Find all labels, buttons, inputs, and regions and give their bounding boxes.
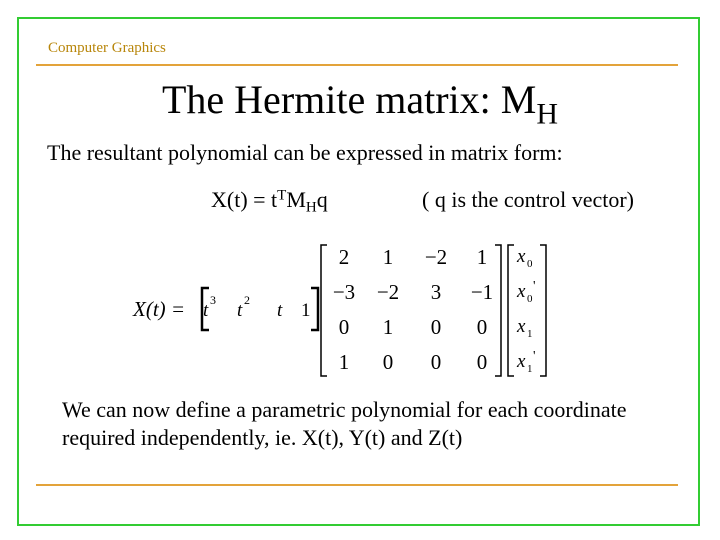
control-vector-subscript: 0 [527, 258, 533, 270]
top-divider [36, 64, 678, 66]
matrix-cell: −2 [376, 280, 400, 304]
matrix-cell: −1 [470, 280, 494, 304]
matrix-cell: 3 [430, 280, 442, 304]
row-vector-term: t [277, 300, 283, 321]
hermite-equation [125, 233, 555, 383]
bottom-divider [36, 484, 678, 486]
vector-right-bracket [540, 245, 546, 376]
title-text: The Hermite matrix: M [161, 77, 537, 122]
row-vector-term: t [203, 300, 209, 321]
control-vector-prime: ' [533, 349, 536, 364]
matrix-cell: 2 [338, 245, 350, 269]
matrix-formula [211, 187, 328, 217]
formula-subscript: H [305, 199, 317, 216]
matrix-cell: 0 [476, 315, 488, 339]
equation-lhs: X(t) = [133, 297, 186, 321]
control-vector-term: x [517, 351, 526, 372]
intro-text: The resultant polynomial can be expressed in matrix form: [47, 140, 563, 165]
course-header: Computer Graphics [48, 40, 166, 56]
title-subscript: H [536, 97, 558, 131]
matrix-cell: 0 [476, 350, 488, 374]
control-vector-subscript: 1 [527, 363, 533, 375]
row-vector-exponent: 2 [244, 293, 250, 307]
matrix-cell: −2 [424, 245, 448, 269]
row-vector-term: t [237, 300, 243, 321]
matrix-cell: 1 [338, 350, 350, 374]
matrix-cell: 0 [430, 315, 442, 339]
control-vector-note: ( q is the control vector) [422, 187, 634, 212]
control-vector-term: x [517, 281, 526, 302]
row-vector-right-bracket [311, 288, 318, 330]
formula-part-b: M [286, 187, 306, 212]
matrix-cell: 1 [382, 245, 394, 269]
matrix-cell: 0 [430, 350, 442, 374]
formula-part-a: X(t) = t [211, 187, 278, 212]
vector-left-bracket [508, 245, 514, 376]
matrix-cell: 1 [476, 245, 488, 269]
matrix-left-bracket [321, 245, 327, 376]
matrix-cell: 0 [338, 315, 350, 339]
formula-part-c: q [316, 187, 328, 212]
control-vector-prime: ' [533, 279, 536, 294]
control-vector-subscript: 0 [527, 293, 533, 305]
matrix-cell: 1 [382, 315, 394, 339]
matrix-cell: −3 [332, 280, 356, 304]
row-vector-term: 1 [301, 300, 311, 321]
conclusion-text: We can now define a parametric polynomial for each coordinate required independently, ie. X(t), Y(t) and Z(t) [62, 397, 627, 450]
formula-superscript: T [277, 187, 287, 204]
matrix-cell: 0 [382, 350, 394, 374]
control-vector-term: x [517, 246, 526, 267]
matrix-right-bracket [495, 245, 501, 376]
control-vector-subscript: 1 [527, 328, 533, 340]
control-vector-term: x [517, 316, 526, 337]
slide-title [0, 76, 720, 132]
row-vector-exponent: 3 [210, 293, 216, 307]
